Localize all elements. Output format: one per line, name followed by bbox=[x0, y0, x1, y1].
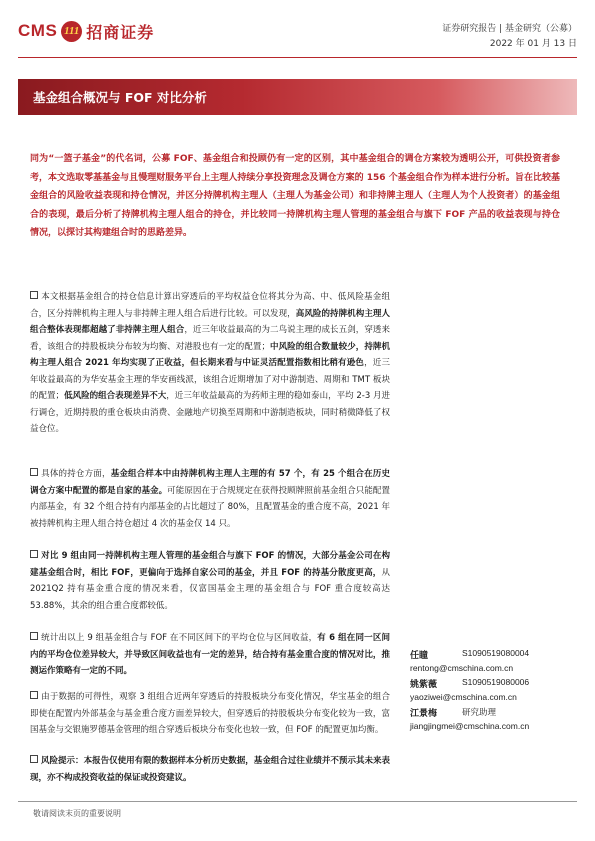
report-type-label: 证券研究报告 | 基金研究（公募） bbox=[442, 24, 577, 34]
logo-latin-text: CMS bbox=[18, 21, 58, 40]
bold-run: 对比 9 组由同一持牌机构主理人管理的基金组合与旗下 FOF 的情况，大部分基金公司在构建基金组合时，相比 FOF，更偏向于选择自家公司的基金，并且 FOF 的持基分散度更高， bbox=[30, 551, 390, 578]
header-divider bbox=[18, 57, 577, 58]
bullet-paragraph-2 bbox=[30, 466, 390, 532]
risk-warning-paragraph bbox=[30, 753, 390, 786]
bold-run: 有 6 组在同一区间内的平均仓位差异较大，并导致区间收益也有一定的差异，结合持有基金重合度的情况对比，推测运作策略有一定的不同。 bbox=[30, 633, 390, 676]
page-title: 基金组合概况与 FOF 对比分析 bbox=[33, 90, 207, 105]
text-run: 本文根据基金组合的持仓信息计算出穿透后的平均权益仓位将其分为高、中、低风险基金组合，区分持牌机构主理人与非持牌主理人组合后进行比较。可以发现， bbox=[30, 292, 390, 319]
bold-run: 低风险的组合表现差异不大 bbox=[64, 391, 167, 401]
abstract-paragraph: 同为“一篮子基金”的代名词，公募 FOF、基金组合和投顾仍有一定的区别，其中基金组合的调仓方案较为透明公开，可供投资者参考，本文选取零基基金与且慢理财服务平台上主理人持续分享投资理念及调仓方案的 156 个基金组合作为样本进行分析。旨在比较基金组合的风险收益表现和持仓情况，并区分持牌机构主理人（主理人为基金公司）和非持牌主理人（主理人为个人投资者）的基金组合的表现，最后分析了持牌机构主理人组合的持仓，并比较同一持牌机构主理人管理的基金组合与旗下 FOF 产品的收益表现与持仓情况，以探讨其构建组合时的思路差异。 bbox=[30, 154, 560, 239]
report-date: 2022 年 01 月 13 日 bbox=[489, 39, 577, 49]
bullet-square-icon bbox=[30, 755, 38, 763]
bullet-paragraph-4 bbox=[30, 630, 390, 680]
bullet-square-icon bbox=[30, 691, 38, 699]
bullet-paragraph-5 bbox=[30, 689, 390, 739]
footer-divider bbox=[18, 801, 577, 802]
analyst-email[interactable]: rentong@cmschina.com.cn bbox=[410, 663, 514, 673]
bold-run: 中风险的组合数量较少，持牌机构主理人组合 2021 年均实现了正收益，但长期来看与中证灵活配置指数相比稍有逊色 bbox=[30, 341, 390, 368]
company-logo bbox=[18, 20, 154, 42]
text-run: 从 2021Q2 持有基金重合度的情况来看，仅富国基金主理的基金组合与 FOF 重合度较高达 53.88%，其余的组合重合度都较低。 bbox=[30, 567, 390, 611]
text-run: 统计出以上 9 组基金组合与 FOF 在不同区间下的平均仓位与区间收益， bbox=[41, 633, 318, 643]
bullet-square-icon bbox=[30, 632, 38, 640]
analyst-license-id: S1090519080006 bbox=[462, 677, 530, 687]
bullet-paragraph-3 bbox=[30, 548, 390, 614]
analyst-name: 姚紫薇 bbox=[410, 680, 438, 690]
analyst-name: 江景梅 bbox=[410, 709, 438, 719]
footer-disclaimer: 敬请阅读末页的重要说明 bbox=[33, 809, 121, 818]
bullet-paragraph-1 bbox=[30, 289, 390, 438]
bullet-square-icon bbox=[30, 550, 38, 558]
bullet-square-icon bbox=[30, 468, 38, 476]
bold-run: 基金组合样本中由持牌机构主理人主理的有 57 个，有 25 个组合在历史调仓方案中配置的都是自家的基金。 bbox=[30, 469, 390, 496]
analyst-name: 任瞳 bbox=[410, 651, 429, 661]
bold-run: 风险提示：本报告仅使用有限的数据样本分析历史数据，基金组合过往业绩并不预示其未来表现，亦不构成投资收益的保证或投资建议。 bbox=[30, 756, 390, 783]
analyst-email[interactable]: yaoziwei@cmschina.com.cn bbox=[410, 692, 517, 702]
text-run: ，近三年收益最高的为二鸟说主理的成长五剑，穿透来看，该组合的持股板块分布较为均衡、对港股也有一定的配置； bbox=[30, 325, 390, 352]
analyst-email[interactable]: jiangjingmei@cmschina.com.cn bbox=[410, 721, 530, 731]
analyst-role: 研究助理 bbox=[462, 708, 497, 718]
analyst-license-id: S1090519080004 bbox=[462, 648, 530, 658]
bullet-square-icon bbox=[30, 291, 38, 299]
text-run: 具体的持仓方面， bbox=[41, 469, 111, 479]
text-run: 可能原因在于合规规定在获得投顾牌照前基金组合只能配置内部基金，有 32 个组合持有内部基金的占比超过了 80%，且配置基金的重合度不高，2021 年被持牌机构主理人组合持仓超过 4 次的基金仅 14 只。 bbox=[30, 485, 390, 529]
logo-chinese-text: 招商证券 bbox=[86, 22, 155, 42]
text-run: ，近三年收益最高的为华安基金主理的华安画线派，该组合近期增加了对中游制造、周期和 TMT 板块的配置； bbox=[30, 358, 390, 401]
bold-run: 高风险的持牌机构主理人组合整体表现都超越了非持牌主理人组合 bbox=[30, 308, 390, 335]
logo-badge-icon: 111 bbox=[61, 21, 82, 42]
text-run: ，近三年收益最高的为药师主理的稳如泰山，平均 2-3 月进行调仓，近期持股的重仓板块由消费、金融地产切换至周期和中游制造板块，同时稍微降低了权益仓位。 bbox=[30, 391, 390, 434]
text-run: 由于数据的可得性，观察 3 组组合近两年穿透后的持股板块分布变化情况，华宝基金的组合即使在配置内外部基金与基金重合度方面差异较大，但穿透后的持股板块分布变化较为一致，富国基金与交银施罗德基金管理的组合穿透后板块分布变化也较一致，但 FOF 的配置更加均衡。 bbox=[30, 692, 390, 735]
